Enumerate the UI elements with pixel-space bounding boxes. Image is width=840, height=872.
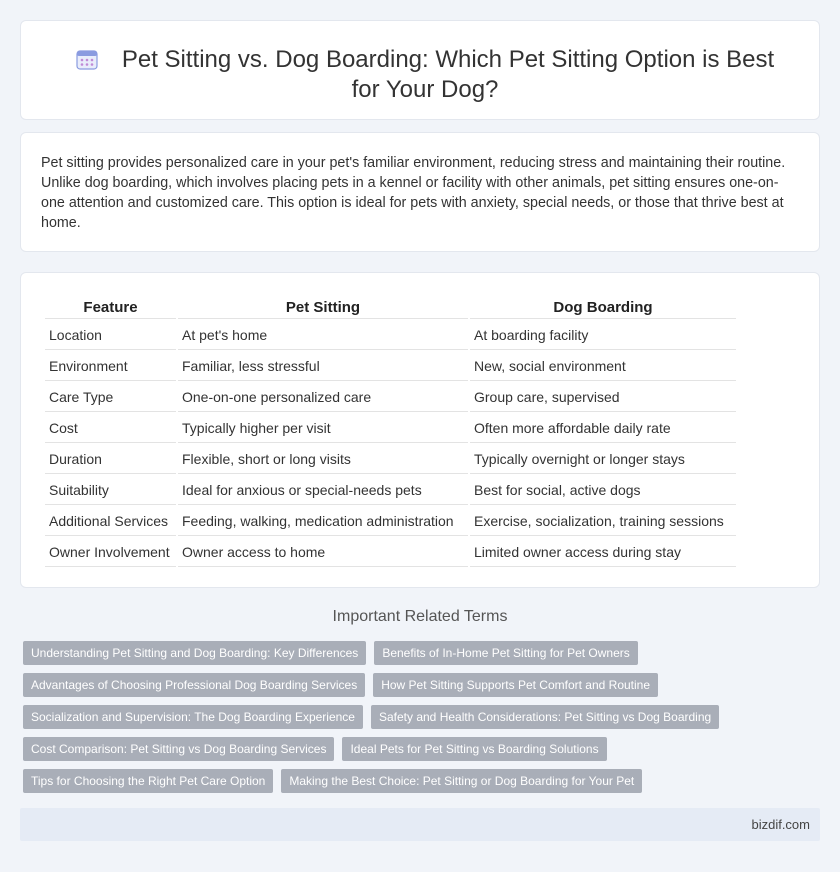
feature-cell: Environment [45,352,176,381]
table-row [45,476,736,505]
feature-cell: Suitability [45,476,176,505]
related-term-link[interactable]: How Pet Sitting Supports Pet Comfort and Routine [373,673,658,697]
related-term-link[interactable]: Cost Comparison: Pet Sitting vs Dog Boarding Services [23,737,334,761]
intro-paragraph: Pet sitting provides personalized care in your pet's familiar environment, reducing stress and maintaining their routine. Unlike dog boarding, which involves placing pets in a kennel or facility with other animals, pet sitting ensures one-on-one attention and customized care. This option is ideal for pets with anxiety, special needs, or those that thrive best at home. [41,155,786,231]
intro-card [20,132,820,252]
table-row [45,445,736,474]
tag-row [23,673,823,697]
related-term-link[interactable]: Ideal Pets for Pet Sitting vs Boarding Solutions [342,737,606,761]
table-row [45,414,736,443]
footer [20,808,820,841]
footer-site-link[interactable]: bizdif.com [751,817,810,832]
related-term-link[interactable]: Socialization and Supervision: The Dog Boarding Experience [23,705,363,729]
header-feature: Feature [45,297,176,319]
comparison-card [20,272,820,588]
feature-cell: Care Type [45,383,176,412]
table-row [45,321,736,350]
dog-boarding-cell: Typically overnight or longer stays [470,445,736,474]
pet-sitting-cell: Typically higher per visit [178,414,468,443]
tag-row [23,737,823,761]
feature-cell: Owner Involvement [45,538,176,567]
pet-sitting-cell: Feeding, walking, medication administration [178,507,468,536]
related-term-link[interactable]: Benefits of In-Home Pet Sitting for Pet Owners [374,641,637,665]
dog-boarding-cell: Best for social, active dogs [470,476,736,505]
page-title-wrap [61,45,789,105]
related-term-link[interactable]: Tips for Choosing the Right Pet Care Option [23,769,273,793]
table-header-row [45,297,736,319]
related-term-link[interactable]: Understanding Pet Sitting and Dog Boarding: Key Differences [23,641,366,665]
tag-row [23,769,823,793]
table-row [45,538,736,567]
related-terms-title: Important Related Terms [332,608,508,625]
related-term-link[interactable]: Making the Best Choice: Pet Sitting or Dog Boarding for Your Pet [281,769,642,793]
dog-boarding-cell: New, social environment [470,352,736,381]
dog-boarding-cell: At boarding facility [470,321,736,350]
feature-cell: Location [45,321,176,350]
dog-boarding-cell: Exercise, socialization, training sessions [470,507,736,536]
pet-sitting-cell: Flexible, short or long visits [178,445,468,474]
pet-sitting-cell: At pet's home [178,321,468,350]
title-card [20,20,820,120]
dog-boarding-cell: Group care, supervised [470,383,736,412]
feature-cell: Cost [45,414,176,443]
dog-boarding-cell: Often more affordable daily rate [470,414,736,443]
header-dog-boarding: Dog Boarding [470,297,736,319]
related-term-link[interactable]: Advantages of Choosing Professional Dog Boarding Services [23,673,365,697]
dog-boarding-cell: Limited owner access during stay [470,538,736,567]
header-pet-sitting: Pet Sitting [178,297,468,319]
related-term-link[interactable]: Safety and Health Considerations: Pet Sitting vs Dog Boarding [371,705,719,729]
pet-sitting-cell: One-on-one personalized care [178,383,468,412]
table-row [45,383,736,412]
tag-row [23,705,823,729]
related-terms-list [23,641,823,801]
comparison-table [43,295,738,569]
feature-cell: Duration [45,445,176,474]
pet-sitting-cell: Ideal for anxious or special-needs pets [178,476,468,505]
feature-cell: Additional Services [45,507,176,536]
table-row [45,352,736,381]
table-row [45,507,736,536]
tag-row [23,641,823,665]
calendar-icon [76,48,98,70]
pet-sitting-cell: Owner access to home [178,538,468,567]
page-title: Pet Sitting vs. Dog Boarding: Which Pet Sitting Option is Best for Your Dog? [121,46,775,103]
pet-sitting-cell: Familiar, less stressful [178,352,468,381]
